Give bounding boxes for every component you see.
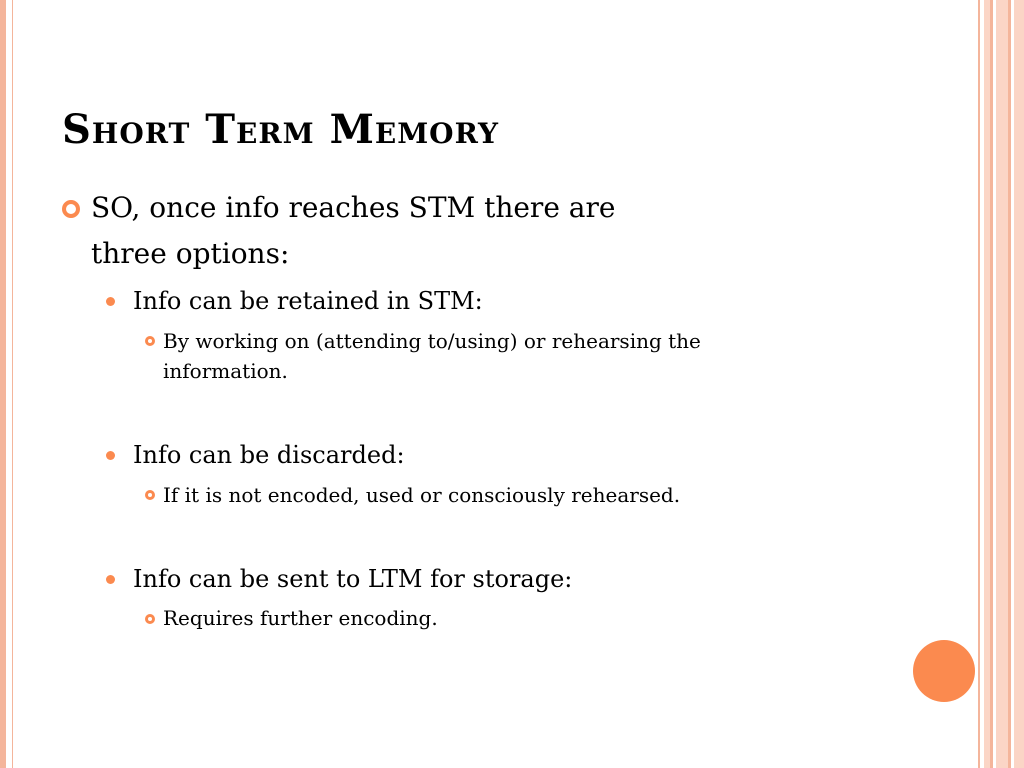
right-border-stripe: [1014, 0, 1024, 768]
right-border-stripe: [990, 0, 993, 768]
option-label: Info can be discarded:: [133, 441, 405, 469]
option-detail: Requires further encoding.: [163, 606, 438, 630]
main-point: [91, 185, 731, 277]
right-border-stripe: [1008, 0, 1011, 768]
option-detail: If it is not encoded, used or consciously rehearsed.: [163, 483, 681, 507]
dot-bullet-icon: [106, 575, 115, 584]
right-border-stripe: [978, 0, 980, 768]
right-border-stripe: [996, 0, 1008, 768]
option-detail: By working on (attending to/using) or rehearsing the information.: [163, 329, 701, 383]
hollow-bullet-icon: [145, 614, 155, 624]
hollow-bullet-icon: [145, 336, 155, 346]
left-border-line: [12, 0, 13, 768]
decorative-circle: [913, 640, 975, 702]
main-point-line: three options:: [91, 237, 290, 270]
option-label: Info can be retained in STM:: [133, 287, 483, 315]
left-border-stripe: [0, 0, 6, 768]
option-label: Info can be sent to LTM for storage:: [133, 565, 573, 593]
dot-bullet-icon: [106, 297, 115, 306]
slide-title: Short Term Memory: [62, 106, 499, 153]
main-point-line: SO, once info reaches STM there are: [91, 191, 616, 224]
hollow-bullet-icon: [145, 490, 155, 500]
dot-bullet-icon: [106, 451, 115, 460]
hollow-bullet-icon: [62, 200, 80, 218]
